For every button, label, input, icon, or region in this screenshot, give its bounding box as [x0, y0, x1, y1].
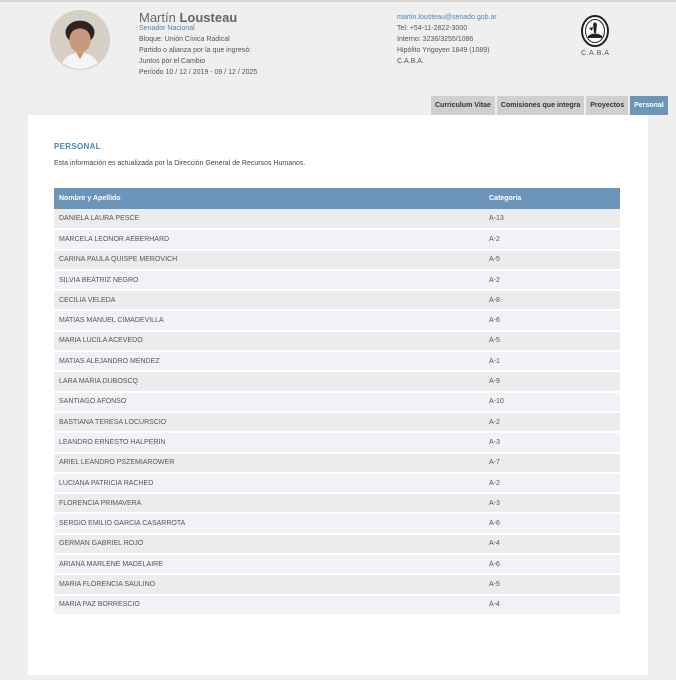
tab-comisiones[interactable]: Comisiones que integra — [497, 96, 584, 115]
staff-category: A-6 — [484, 554, 620, 574]
staff-name: ARIANA MARLENE MADELAIRE — [54, 554, 484, 574]
table-row — [54, 595, 620, 615]
staff-category: A-2 — [484, 270, 620, 290]
staff-category: A-7 — [484, 453, 620, 473]
partido-label: Partido o alianza por la que ingresó: — [139, 47, 252, 54]
table-row — [54, 453, 620, 473]
staff-name: CECILIA VELEDA — [54, 290, 484, 310]
staff-name: SANTIAGO AFONSO — [54, 392, 484, 412]
table-row — [54, 534, 620, 554]
staff-name: SERGIO EMILIO GARCIA CASARROTA — [54, 513, 484, 533]
staff-category: A-10 — [484, 392, 620, 412]
contact-address: Hipólito Yrigoyen 1849 (1089) — [397, 47, 490, 54]
staff-name: MARIA FLORENCIA SAULINO — [54, 574, 484, 594]
top-border — [0, 0, 676, 2]
staff-name: FLORENCIA PRIMAVERA — [54, 493, 484, 513]
staff-category: A-1 — [484, 351, 620, 371]
bloque: Bloque: Unión Cívica Radical — [139, 36, 230, 43]
senator-first-name: Martín — [139, 10, 176, 25]
staff-category: A-9 — [484, 371, 620, 391]
staff-name: MATIAS ALEJANDRO MENDEZ — [54, 351, 484, 371]
content-panel — [28, 115, 648, 675]
table-row — [54, 310, 620, 330]
staff-name: LARA MARIA DUBOSCQ — [54, 371, 484, 391]
table-header-row — [54, 188, 620, 209]
staff-name: DANIELA LAURA PESCE — [54, 209, 484, 229]
table-row — [54, 250, 620, 270]
senator-name — [139, 10, 237, 25]
table-row — [54, 229, 620, 249]
table-row — [54, 392, 620, 412]
staff-category: A-6 — [484, 310, 620, 330]
table-row — [54, 371, 620, 391]
tab-proyectos[interactable]: Proyectos — [586, 96, 628, 115]
contact-tel: Tel: +54-11-2822-3000 — [397, 25, 468, 32]
staff-category: A-5 — [484, 250, 620, 270]
table-row — [54, 331, 620, 351]
staff-category: A-8 — [484, 290, 620, 310]
caba-seal-icon — [580, 14, 610, 48]
column-header-category: Categoria — [484, 188, 620, 209]
tab-curriculum-vitae[interactable]: Curriculum Vitae — [431, 96, 495, 115]
senator-photo — [51, 11, 109, 69]
staff-category: A-13 — [484, 209, 620, 229]
table-row — [54, 290, 620, 310]
staff-name: SILVIA BEATRIZ NEGRO — [54, 270, 484, 290]
district-label: C.A.B.A — [581, 50, 610, 57]
staff-category: A-2 — [484, 229, 620, 249]
staff-category: A-2 — [484, 412, 620, 432]
staff-category: A-2 — [484, 473, 620, 493]
section-description: Esta información es actualizada por la Dirección General de Recursos Humanos. — [54, 160, 306, 167]
staff-category: A-4 — [484, 595, 620, 615]
profile-tabs — [431, 96, 668, 115]
staff-name: MATIAS MANUEL CIMADEVILLA — [54, 310, 484, 330]
staff-table-body — [54, 209, 620, 615]
staff-name: LEANDRO ERNESTO HALPERIN — [54, 432, 484, 452]
table-row — [54, 270, 620, 290]
staff-name: GERMAN GABRIEL ROJO — [54, 534, 484, 554]
table-row — [54, 412, 620, 432]
table-row — [54, 432, 620, 452]
contact-email-link[interactable]: martin.lousteau@senado.gob.ar — [397, 14, 497, 21]
staff-category: A-3 — [484, 432, 620, 452]
partido: Juntos por el Cambio — [139, 58, 206, 65]
senator-role: Senador Nacional — [139, 25, 195, 32]
staff-name: ARIEL LEANDRO PSZEMIAROWER — [54, 453, 484, 473]
staff-name: MARIA LUCILA ACEVEDO — [54, 331, 484, 351]
staff-category: A-4 — [484, 534, 620, 554]
senator-last-name: Lousteau — [179, 10, 238, 25]
section-title: PERSONAL — [54, 142, 101, 151]
staff-category: A-3 — [484, 493, 620, 513]
table-row — [54, 574, 620, 594]
senator-avatar — [50, 10, 110, 70]
table-row — [54, 493, 620, 513]
staff-name: LUCIANA PATRICIA RACHED — [54, 473, 484, 493]
table-row — [54, 513, 620, 533]
periodo: Período 10 / 12 / 2019 - 09 / 12 / 2025 — [139, 69, 258, 76]
staff-name: BASTIANA TERESA LOCURSCIO — [54, 412, 484, 432]
staff-name: MARIA PAZ BORRESCIO — [54, 595, 484, 615]
table-row — [54, 209, 620, 229]
tab-personal[interactable]: Personal — [630, 96, 668, 115]
table-row — [54, 554, 620, 574]
table-row — [54, 351, 620, 371]
column-header-name: Nombre y Apellido — [54, 188, 484, 209]
staff-category: A-5 — [484, 331, 620, 351]
staff-category: A-5 — [484, 574, 620, 594]
contact-interno: Interno: 3236/3255/1086 — [397, 36, 474, 43]
contact-city: C.A.B.A. — [397, 58, 424, 65]
staff-name: MARCELA LEONOR AEBERHARD — [54, 229, 484, 249]
staff-name: CARINA PAULA QUISPE MEROVICH — [54, 250, 484, 270]
staff-table — [54, 188, 620, 616]
table-row — [54, 473, 620, 493]
staff-category: A-6 — [484, 513, 620, 533]
